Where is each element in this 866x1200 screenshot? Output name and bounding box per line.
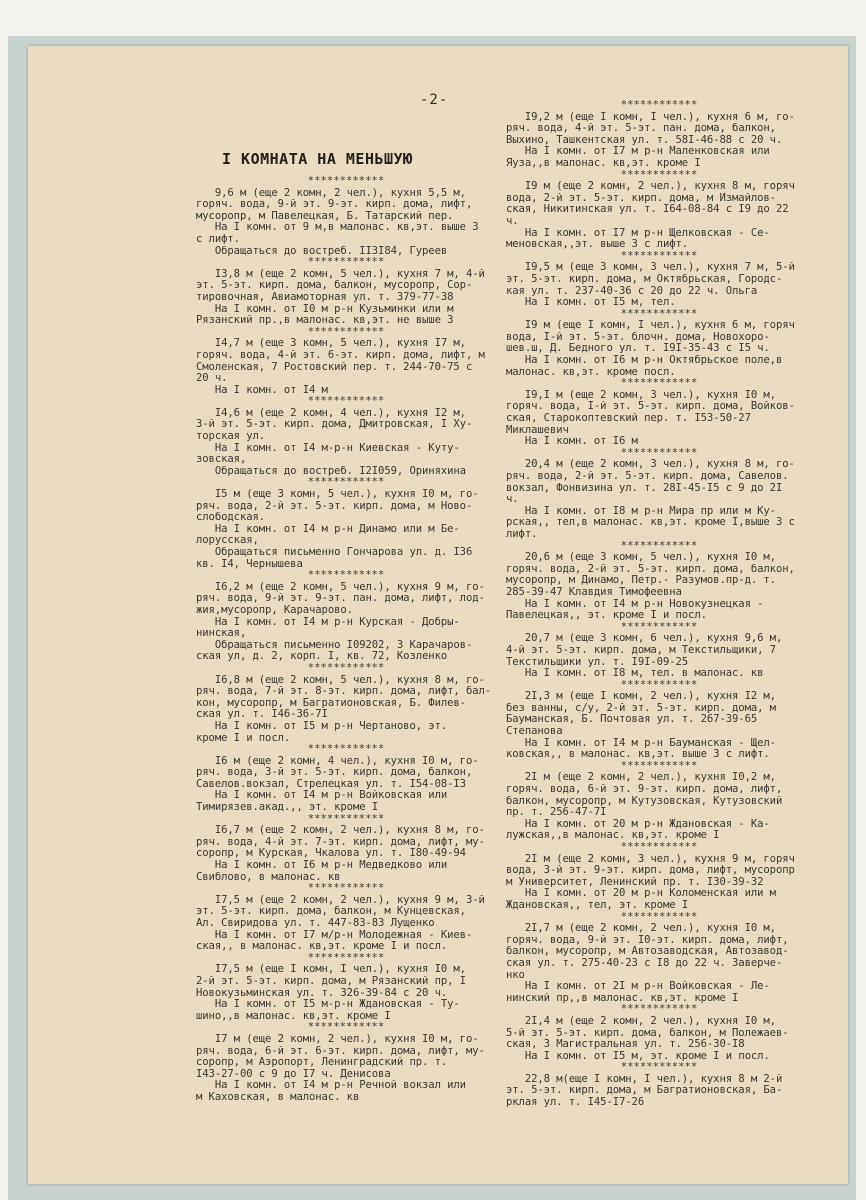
listing-line: I4,7 м (еще 3 комн, 5 чел.), кухня I7 м, xyxy=(196,338,466,350)
separator: ************ xyxy=(307,256,385,269)
listing-line: I9 м (еще I комн, I чел.), кухня 6 м, горяч xyxy=(506,320,795,332)
listing-line: I7,5 м (еще 2 комн, 2 чел.), кухня 9 м, 3-й xyxy=(196,894,485,906)
page-number: -2- xyxy=(420,92,449,108)
listing-entry xyxy=(506,262,812,308)
listing-line: ряч. вода, 3-й эт. 5-эт. кирп. дома, балкон, xyxy=(196,767,473,779)
listing-line: На I комн. от I4 м р-н Речной вокзал или xyxy=(196,1080,466,1092)
listing-line: На I комн. от I5 м-р-н Ждановская - Ту- xyxy=(196,999,460,1011)
listing-line: На I комн. от I4 м р-н Курская - Добры- xyxy=(196,616,460,628)
listing-line: горяч. вода, 6-й эт. 9-эт. кирп. дома, лифт, xyxy=(506,784,783,796)
listing-line: Обращаться письменно I09202, 3 Карачаров- xyxy=(196,639,473,651)
listing-line: вода, 3-й эт. 9-эт. кирп. дома, лифт, мусоропр xyxy=(506,865,795,877)
listing-line: На I комн. от 20 м р-н Коломенская или м xyxy=(506,888,776,900)
listing-line: I5 м (еще 3 комн, 5 чел.), кухня I0 м, го- xyxy=(196,489,479,501)
listing-line: Миклашевич xyxy=(506,424,569,436)
listing-line: эт. 5-эт. кирп. дома, м Октябрьская, Городс- xyxy=(506,273,783,285)
listing-entry xyxy=(196,675,496,745)
listing-line: мусоропр, м Павелецкая, Б. Татарский пер. xyxy=(196,210,454,222)
listing-line: На I комн. от I4 м р-н Динамо или м Бе- xyxy=(196,523,460,535)
listing-line: На I комн. от I4 м-р-н Киевская - Куту- xyxy=(196,442,460,454)
listing-line: Обращаться письменно Гончарова ул. д. I36 xyxy=(196,547,473,558)
listing-line: На I комн. от I0 м р-н Кузьминки или м xyxy=(196,303,454,315)
separator: ************ xyxy=(307,175,385,187)
listing-line: малонас. кв,эт. кроме посл. xyxy=(506,366,676,378)
listing-entry xyxy=(196,1034,496,1104)
listing-line: ряч. вода, 2-й эт. 5-эт. кирп. дома, м Ново- xyxy=(196,500,473,512)
listing-line: 20,4 м (еще 2 комн, 3 чел.), кухня 8 м, го- xyxy=(506,459,795,471)
listing-line: Яуза,,в малонас. кв,эт. кроме I xyxy=(506,157,701,169)
listing-line: шино,,в малонас. кв,эт. кроме I xyxy=(196,1010,391,1022)
listing-line: На I комн. от I8 м р-н Мира пр или м Ку- xyxy=(506,505,776,517)
right-column xyxy=(506,100,812,1109)
listing-line: рклая ул. т. I45-I7-26 xyxy=(506,1097,645,1109)
listing-entry xyxy=(196,964,496,1022)
listing-line: Савелов.вокзал, Стрелецкая ул. т. I54-08-I3 xyxy=(196,778,466,790)
listing-line: I9 м (еще 2 комн, 2 чел.), кухня 8 м, горяч xyxy=(506,181,795,193)
listing-line: ч. xyxy=(506,494,519,506)
listing-line: I4,6 м (еще 2 комн, 4 чел.), кухня I2 м, xyxy=(196,407,466,419)
listing-entry xyxy=(196,269,496,327)
listing-line: кроме I и посл. xyxy=(196,732,291,744)
listing-line: На I комн. от I6 м xyxy=(506,436,638,448)
listing-line: На I комн. от 20 м р-н Ждановская - Ка- xyxy=(506,818,770,830)
listing-line: На I комн. от I4 м р-н Новокузнецкая - xyxy=(506,598,764,610)
listing-line: м Каховская, в малонас. кв xyxy=(196,1091,360,1103)
listing-line: На I комн. от 2I м р-н Войковская - Ле- xyxy=(506,981,770,993)
separator: ************ xyxy=(620,168,698,181)
listing-entry xyxy=(506,390,812,448)
listing-line: ряч. вода, 4-й эт. 5-эт. пан. дома, балкон, xyxy=(506,123,776,135)
listing-line: нко xyxy=(506,969,525,981)
listing-line: 20 ч. xyxy=(196,373,228,385)
listing-line: горяч. вода, 4-й эт. 6-эт. кирп. дома, лифт, м xyxy=(196,349,485,361)
listing-line: На I комн. от I5 м р-н Чертаново, эт. xyxy=(196,720,448,732)
listing-line: ская ул. т. I46-36-7I xyxy=(196,709,328,721)
listing-line: ская, 3 Магистральная ул. т. 256-30-I8 xyxy=(506,1039,745,1051)
listing-line: I3,8 м (еще 2 комн, 5 чел.), кухня 7 м, 4-й xyxy=(196,268,485,280)
listing-line: балкон, мусоропр, м Автозаводская, Автозавод- xyxy=(506,946,789,958)
listing-line: нинская, xyxy=(196,628,247,640)
separator: ************ xyxy=(620,446,698,459)
listing-line: На I комн. от I7 м/р-н Молодежная - Киев- xyxy=(196,929,473,941)
listing-line: эт. 5-эт. кирп. дома, м Багратионовская, Ба- xyxy=(506,1085,783,1097)
listing-line: ряч. вода, 6-й эт. 6-эт. кирп. дома, лифт, му- xyxy=(196,1045,485,1057)
listing-line: соропр, м Курская, Чкалова ул. т. I80-49-94 xyxy=(196,848,466,860)
listing-entry xyxy=(506,1016,812,1062)
listing-line: ряч. вода, 9-й эт. 9-эт. пан. дома, лифт, лод- xyxy=(196,593,485,605)
separator: ************ xyxy=(620,1061,698,1074)
listing-line: горяч. вода, 2-й эт. 5-эт. кирп. дома, балкон, xyxy=(506,563,795,575)
separator: ************ xyxy=(307,951,385,964)
listing-line: I6,7 м (еще 2 комн, 2 чел.), кухня 8 м, го- xyxy=(196,825,485,837)
listing-line: На I комн. от I6 м р-н Медведково или xyxy=(196,860,448,872)
listing-entry xyxy=(506,552,812,622)
separator: ************ xyxy=(620,1003,698,1016)
listing-line: мусоропр, м Динамо, Петр.- Разумов.пр-д. т. xyxy=(506,575,776,587)
listing-line: зовская, xyxy=(196,454,247,466)
listing-entry xyxy=(196,489,496,570)
listing-line: слободская. xyxy=(196,512,266,524)
listing-line: тировочная, Авиамоторная ул. т. 379-77-38 xyxy=(196,291,454,303)
separator: ************ xyxy=(620,759,698,772)
separator: ************ xyxy=(307,1021,385,1034)
listing-line: кон, мусоропр, м Багратионовская, Б. Филев- xyxy=(196,697,466,709)
listing-line: 9,6 м (еще 2 комн, 2 чел.), кухня 5,5 м, xyxy=(196,187,466,199)
separator: ************ xyxy=(307,882,385,895)
listing-entry xyxy=(196,895,496,953)
listing-line: горяч. вода, 9-й эт. I0-эт. кирп. дома, лифт, xyxy=(506,934,789,946)
listing-line: I43-27-00 с 9 до I7 ч. Денисова xyxy=(196,1068,391,1080)
listing-line: Рязанский пр.,в малонас. кв,эт. не выше 3 xyxy=(196,315,454,327)
listing-line: торская ул. xyxy=(196,431,266,443)
listing-line: вода, I-й эт. 5-эт. блочн. дома, Новохоро- xyxy=(506,331,770,343)
listing-line: лужская,,в малонас. кв,эт. кроме I xyxy=(506,830,720,842)
listing-line: 2I м (еще 2 комн, 3 чел.), кухня 9 м, горяч xyxy=(506,853,795,865)
listing-line: шев.ш, Д. Бедного ул. т. I9I-35-43 с I5 ч. xyxy=(506,343,770,355)
listing-line: На I комн. от I8 м, тел. в малонас. кв xyxy=(506,668,764,680)
listing-entry xyxy=(506,459,812,540)
left-column xyxy=(196,176,496,1104)
listing-line: I6 м (еще 2 комн, 4 чел.), кухня I0 м, го- xyxy=(196,755,479,767)
listing-line: На I комн. от I4 м xyxy=(196,384,328,396)
listing-line: Бауманская, Б. Почтовая ул. т. 267-39-65 xyxy=(506,714,758,726)
listing-line: Обращаться до востреб. I2I059, Ориняхина xyxy=(196,465,466,477)
listing-line: На I комн. от I6 м р-н Октябрьское поле,в xyxy=(506,355,783,367)
listing-line: ская ул, д. 2, корп. I, кв. 72, Козленко xyxy=(196,651,448,663)
listing-line: 285-39-47 Клавдия Тимофеевна xyxy=(506,586,682,598)
listing-line: Павелецкая,, эт. кроме I и посл. xyxy=(506,610,707,622)
listing-line: ч. xyxy=(506,215,519,227)
listing-line: соропр, м Аэропорт, Ленинградский пр. т. xyxy=(196,1057,448,1069)
listing-line: 20,6 м (еще 3 комн, 5 чел.), кухня I0 м, xyxy=(506,552,776,564)
listing-line: I6,2 м (еще 2 комн, 5 чел.), кухня 9 м, го- xyxy=(196,581,485,593)
listing-line: эт. 5-эт. кирп. дома, балкон, мусоропр, Сор- xyxy=(196,280,473,292)
listing-line: На I комн. от I7 м р-н Маленковская или xyxy=(506,146,770,158)
listing-line: лорусская, xyxy=(196,535,259,547)
listing-entry xyxy=(196,825,496,883)
listing-entry xyxy=(506,633,812,679)
separator: ************ xyxy=(620,910,698,923)
listing-line: Обращаться до востреб. II3I84, Гуреев xyxy=(196,245,448,257)
separator: ************ xyxy=(620,377,698,390)
separator: ************ xyxy=(620,620,698,633)
listing-line: меновская,,эт. выше 3 с лифт. xyxy=(506,239,689,251)
listing-entry xyxy=(196,756,496,814)
listing-line: Выхино, Ташкентская ул. т. 58I-46-88 с 20 ч. xyxy=(506,134,783,146)
listing-line: На I комн. от I4 м р-н Войковская или xyxy=(196,790,448,802)
listing-entry xyxy=(506,691,812,761)
listing-line: 2I,3 м (еще I комн, 2 чел.), кухня I2 м, xyxy=(506,691,776,703)
separator: ************ xyxy=(307,569,385,582)
listing-line: кая ул. т. 237-40-36 с 20 до 22 ч. Ольга xyxy=(506,285,758,297)
listing-line: Ал. Свиридова ул. т. 447-83-83 Лущенко xyxy=(196,918,435,929)
listing-line: I7 м (еще 2 комн, 2 чел.), кухня I0 м, го- xyxy=(196,1033,479,1045)
separator: ************ xyxy=(307,325,385,338)
listing-line: Степанова xyxy=(506,726,563,738)
listing-entry xyxy=(506,320,812,378)
separator: ************ xyxy=(307,395,385,408)
listing-line: жия,мусоропр, Карачарово. xyxy=(196,604,353,616)
listing-line: 3-й эт. 5-эт. кирп. дома, Дмитровская, I Ху- xyxy=(196,419,473,431)
listing-line: лифт. xyxy=(506,528,538,540)
listing-line: вокзал, Фонвизина ул. т. 28I-45-I5 с 9 до 2I xyxy=(506,482,783,494)
listing-line: эт. 5-эт. кирп. дома, балкон, м Кунцевская, xyxy=(196,906,466,918)
listing-line: На I комн. от I7 м р-н Щелковская - Се- xyxy=(506,227,770,239)
separator: ************ xyxy=(620,249,698,262)
listing-line: с лифт. xyxy=(196,233,240,245)
section-title: I КОМНАТА НА МЕНЬШУЮ xyxy=(222,150,413,168)
listing-line: м Университет, Ленинский пр. т. I30-39-32 xyxy=(506,876,764,888)
listing-line: I6,8 м (еще 2 комн, 5 чел.), кухня 8 м, го- xyxy=(196,674,485,686)
listing-entry xyxy=(196,582,496,663)
listing-line: Тимирязев.акад.,, эт. кроме I xyxy=(196,802,379,814)
listing-entry xyxy=(506,772,812,842)
listing-line: 2I,4 м (еще 2 комн, 2 чел.), кухня I0 м, xyxy=(506,1015,776,1027)
listing-entry xyxy=(196,408,496,478)
listing-line: Свиблово, в малонас. кв xyxy=(196,871,341,883)
listing-line: 20,7 м (еще 3 комн, 6 чел.), кухня 9,6 м, xyxy=(506,633,783,645)
listing-entry xyxy=(506,112,812,170)
listing-line: нинский пр,,в малонас. кв,эт. кроме I xyxy=(506,992,739,1004)
separator: ************ xyxy=(620,841,698,853)
listing-line: 2-й эт. 5-эт. кирп. дома, м Рязанский пр, I xyxy=(196,975,466,987)
listing-line: 5-й эт. 5-эт. кирп. дома, балкон, м Полежаев- xyxy=(506,1027,789,1039)
listing-line: вода, 2-й эт. 5-эт. кирп. дома, м Измайлов- xyxy=(506,192,776,204)
listing-entry xyxy=(506,923,812,1004)
listing-line: Новокузьминская ул. т. 326-39-84 с 20 ч. xyxy=(196,987,448,999)
listing-entry xyxy=(506,181,812,251)
listing-line: На I комн. от 9 м,в малонас. кв,эт. выше 3 xyxy=(196,222,479,234)
listing-line: ряч. вода, 7-й эт. 8-эт. кирп. дома, лифт, бал- xyxy=(196,686,492,698)
listing-line: На I комн. от I4 м р-н Бауманская - Щел- xyxy=(506,737,776,749)
separator: ************ xyxy=(307,743,385,756)
listing-line: 2I,7 м (еще 2 комн, 2 чел.), кухня I0 м, xyxy=(506,923,776,935)
separator: ************ xyxy=(307,661,385,674)
listing-line: ская,, в малонас. кв,эт. кроме I и посл. xyxy=(196,941,448,953)
listing-line: рская,, тел,в малонас. кв,эт. кроме I,выше 3 с xyxy=(506,517,795,529)
listing-line: На I комн. от I5 м, тел. xyxy=(506,297,676,309)
listing-line: ская, Старокоптевский пер. т. I53-50-27 xyxy=(506,413,751,425)
separator: ************ xyxy=(620,678,698,691)
listing-line: ковская,, в малонас. кв,эт. выше 3 с лифт. xyxy=(506,749,770,761)
listing-line: без ванны, с/у, 2-й эт. 5-эт. кирп. дома, м xyxy=(506,702,776,714)
listing-line: Смоленская, 7 Ростовский пер. т. 244-70-75 с xyxy=(196,361,473,373)
listing-entry xyxy=(506,854,812,912)
listing-line: I9,5 м (еще 3 комн, 3 чел.), кухня 7 м, 5-й xyxy=(506,262,795,274)
listing-line: 22,8 м(еще I комн, I чел.), кухня 8 м 2-й xyxy=(506,1073,783,1085)
listing-line: I9,I м (еще 2 комн, 3 чел.), кухня I0 м, xyxy=(506,389,776,401)
listing-line: 2I м (еще 2 комн, 2 чел.), кухня I0,2 м, xyxy=(506,772,776,784)
listing-line: I7,5 м (еще I комн, I чел.), кухня I0 м, xyxy=(196,964,466,976)
listing-line: пр. т. 256-47-7I xyxy=(506,807,607,819)
listing-line: I9,2 м (еще I комн, I чел.), кухня 6 м, го- xyxy=(506,111,795,123)
listing-entry xyxy=(506,1074,812,1109)
listing-line: горяч. вода, I-й эт. 5-эт. кирп. дома, Войков- xyxy=(506,401,795,413)
listing-line: кв. I4, Чернышева xyxy=(196,558,303,570)
listing-line: балкон, мусоропр, м Кутузовская, Кутузовский xyxy=(506,795,783,807)
listing-line: ряч. вода, 2-й эт. 5-эт. кирп. дома, Савелов. xyxy=(506,471,789,482)
listing-line: 4-й эт. 5-эт. кирп. дома, м Текстильщики, 7 xyxy=(506,644,776,656)
listing-entry xyxy=(196,338,496,396)
listing-entry xyxy=(196,188,496,258)
listing-line: ская, Никитинская ул. т. I64-08-84 с I9 до 22 xyxy=(506,204,789,216)
listing-line: горяч. вода, 9-й эт. 9-эт. кирп. дома, лифт, xyxy=(196,199,473,211)
separator: ************ xyxy=(307,476,385,489)
listing-line: На I комн. от I5 м, эт. кроме I и посл. xyxy=(506,1050,770,1062)
separator: ************ xyxy=(620,99,698,111)
listing-line: Ждановская,, тел, эт. кроме I xyxy=(506,899,689,911)
separator: ************ xyxy=(620,307,698,320)
separator: ************ xyxy=(307,812,385,825)
listing-line: ская ул. т. 275-40-23 с I8 до 22 ч. Заверче- xyxy=(506,957,783,969)
listing-line: ряч. вода, 4-й эт. 7-эт. кирп. дома, лифт, му- xyxy=(196,836,485,848)
separator: ************ xyxy=(620,539,698,552)
listing-line: Текстильщики ул. т. I9I-09-25 xyxy=(506,656,689,668)
